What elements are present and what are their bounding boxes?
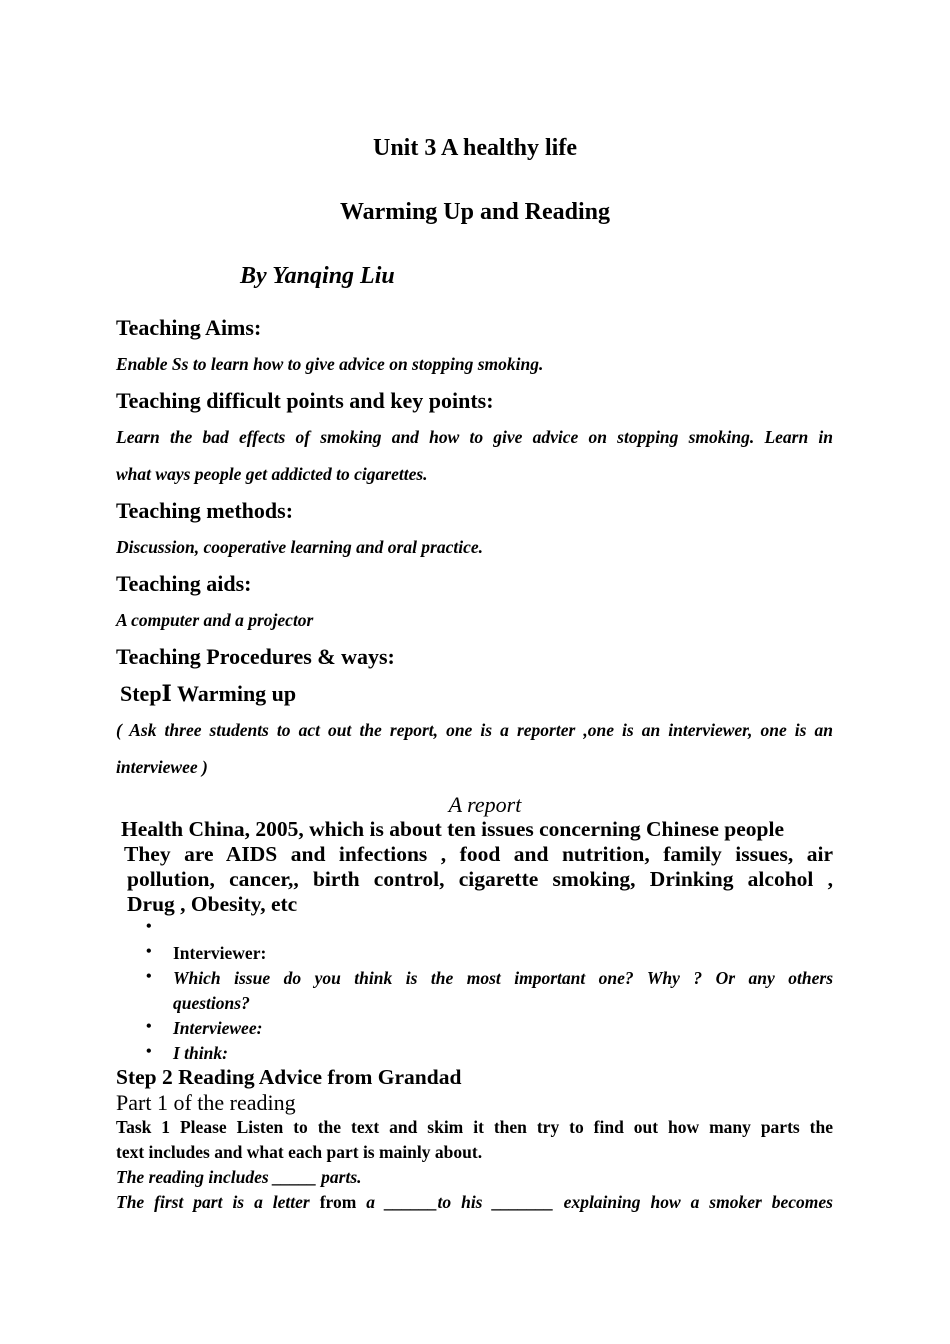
procedures-heading: Teaching Procedures & ways:	[116, 644, 395, 669]
step1-heading: StepⅠ Warming up	[120, 681, 297, 706]
aims-heading: Teaching Aims:	[116, 315, 262, 340]
report-line: pollution, cancer,, birth control, cigarette smoking, Drinking alcohol ,	[127, 867, 833, 891]
bullet-item-question-cont: questions?	[173, 993, 250, 1013]
bullet-dot: •	[146, 943, 152, 960]
aids-text: A computer and a projector	[116, 610, 314, 630]
step1-note-line2: interviewee )	[116, 757, 208, 777]
bullet-item-interviewer: Interviewer:	[173, 943, 267, 963]
points-text-line2: what ways people get addicted to cigarettes.	[116, 464, 428, 484]
report-line: They are AIDS and infections , food and nutrition, family issues, air	[124, 842, 833, 866]
aims-text: Enable Ss to learn how to give advice on stopping smoking.	[116, 354, 544, 374]
bullet-dot: •	[146, 1018, 152, 1035]
bullet-dot: •	[146, 968, 152, 985]
bullet-dot: •	[146, 918, 152, 935]
bullet-item-interviewee: Interviewee:	[173, 1018, 263, 1038]
first-part-line: The first part is a letter from a ______to his _______ explaining how a smoker becomes	[116, 1192, 833, 1212]
author-line: By Yanqing Liu	[240, 263, 395, 289]
aids-heading: Teaching aids:	[116, 571, 252, 596]
part1-label: Part 1 of the reading	[116, 1090, 296, 1115]
bullet-dot: •	[146, 1043, 152, 1060]
task1-line1: Task 1 Please Listen to the text and skim it then try to find out how many parts the	[116, 1117, 833, 1137]
report-line: Drug , Obesity, etc	[127, 892, 298, 916]
points-text-line1: Learn the bad effects of smoking and how to give advice on stopping smoking. Learn in	[116, 427, 833, 447]
step1-note-line1: ( Ask three students to act out the report, one is a reporter ,one is an interviewer, one is an	[116, 720, 833, 740]
report-line: Health China, 2005, which is about ten issues concerning Chinese people	[121, 817, 784, 841]
page-subtitle: Warming Up and Reading	[339, 199, 611, 225]
bullet-item-i-think: I think:	[173, 1043, 228, 1063]
report-title: A report	[448, 792, 522, 817]
methods-heading: Teaching methods:	[116, 498, 294, 523]
points-heading: Teaching difficult points and key points:	[116, 388, 494, 413]
methods-text: Discussion, cooperative learning and oral practice.	[116, 537, 484, 557]
page-title: Unit 3 A healthy life	[372, 135, 577, 161]
reading-includes: The reading includes _____ parts.	[116, 1167, 362, 1187]
task1-line2: text includes and what each part is mainly about.	[116, 1142, 483, 1162]
step2-heading: Step 2 Reading Advice from Grandad	[116, 1065, 462, 1089]
bullet-item-question: Which issue do you think is the most important one? Why ? Or any others	[173, 968, 833, 988]
